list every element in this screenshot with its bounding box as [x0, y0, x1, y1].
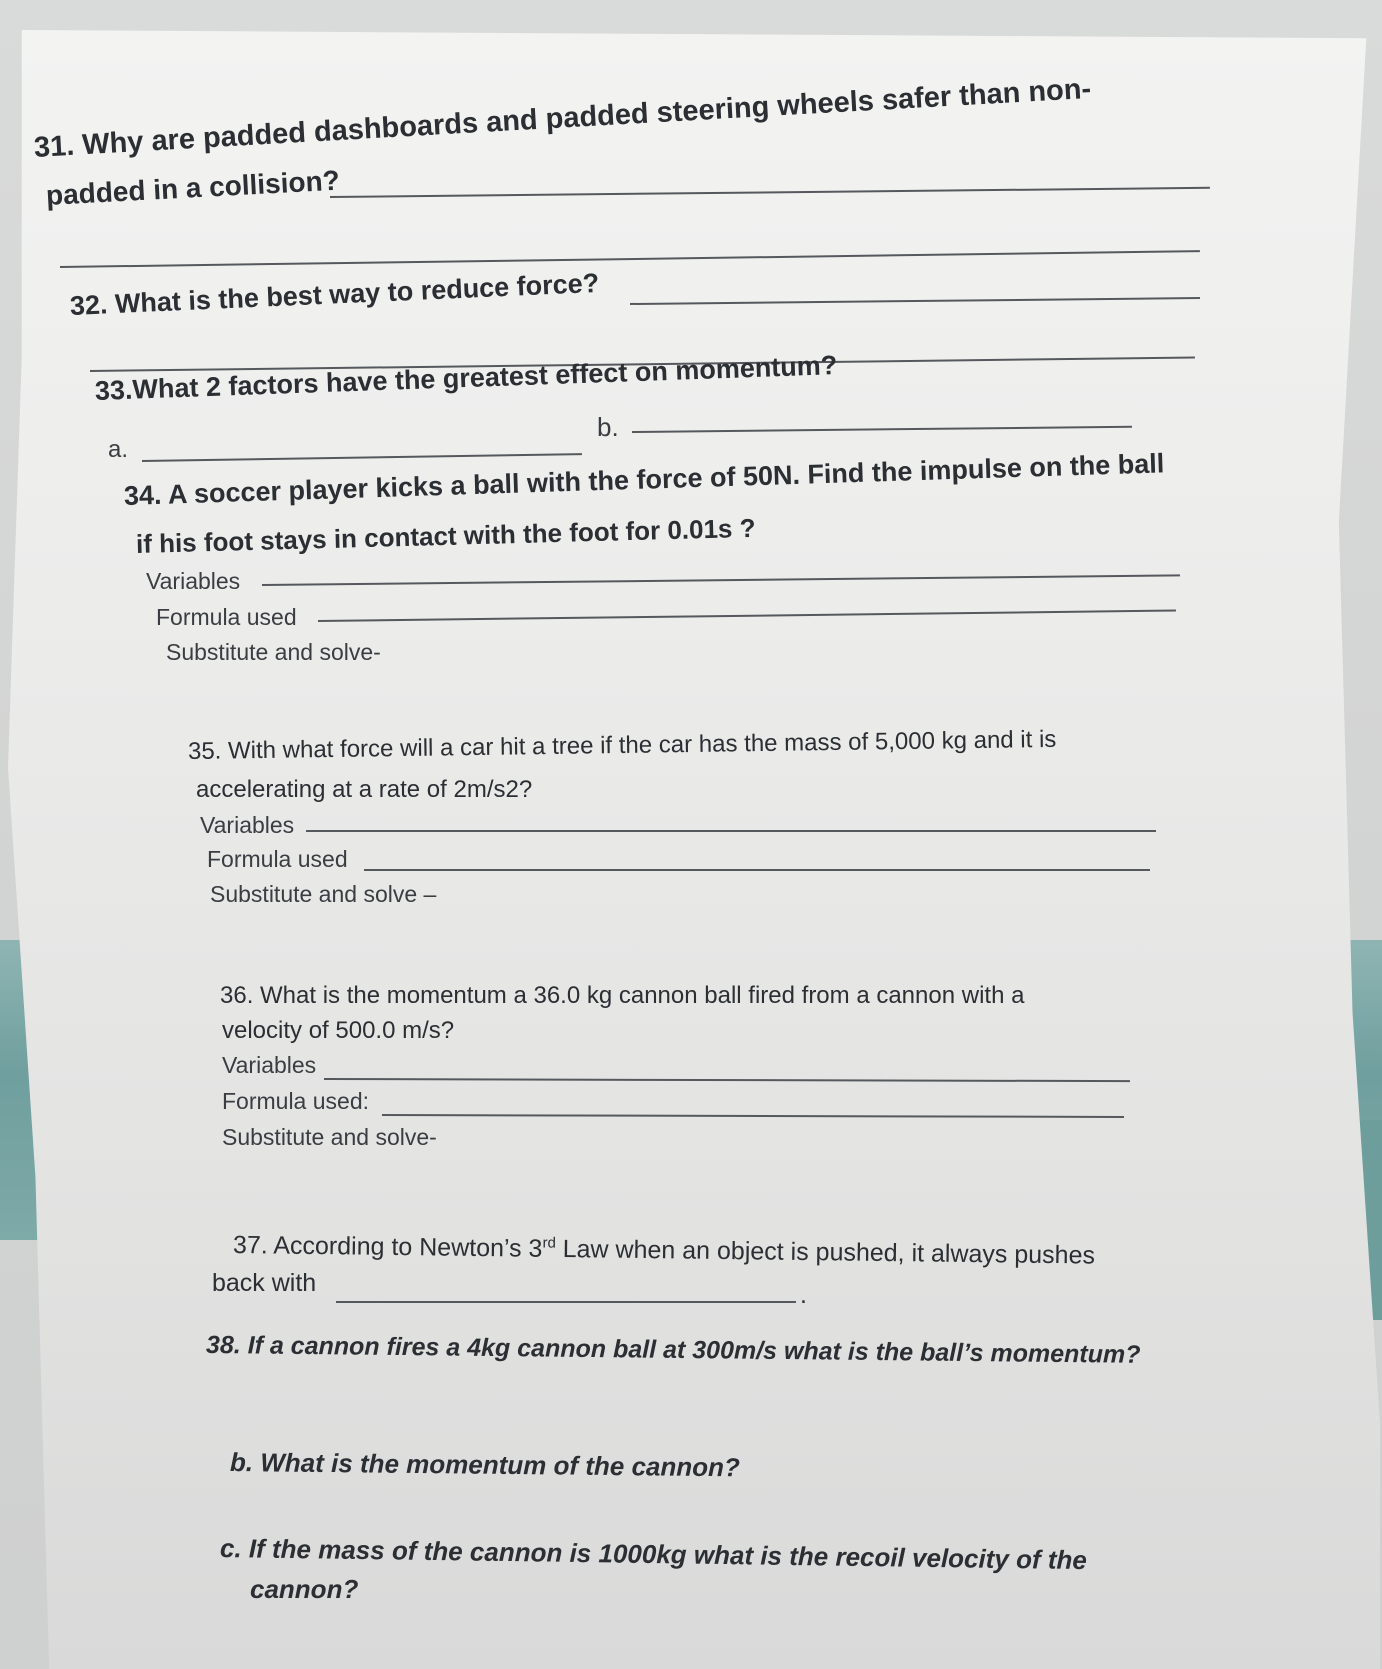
- q37-period: .: [800, 1281, 807, 1309]
- q36-text-line2: velocity of 500.0 m/s?: [222, 1017, 455, 1044]
- q35-text-line2: accelerating at a rate of 2m/s2?: [196, 776, 533, 803]
- q32-text: 32. What is the best way to reduce force?: [69, 267, 600, 321]
- q33-b-label: b.: [597, 412, 619, 442]
- q38-c-text-line1: c. If the mass of the cannon is 1000kg what is the recoil velocity of the: [219, 1533, 1088, 1576]
- q34-text-line2: if his foot stays in contact with the foot for 0.01s ?: [135, 512, 756, 559]
- q31-text-line2: padded in a collision?: [45, 164, 341, 211]
- q35-formula-label: Formula used: [207, 846, 348, 872]
- q37-answer-line[interactable]: [336, 1301, 796, 1303]
- q36-variables-label: Variables: [222, 1052, 317, 1078]
- q34-formula-label: Formula used: [156, 604, 297, 630]
- q35-text-line1: 35. With what force will a car hit a tree if the car has the mass of 5,000 kg and it is: [187, 725, 1057, 765]
- q38-b-text: b. What is the momentum of the cannon?: [229, 1447, 741, 1483]
- q37-text-line2: back with: [212, 1269, 317, 1297]
- q37-text-sup: rd: [542, 1234, 556, 1252]
- q38-text: 38. If a cannon fires a 4kg cannon ball at 300m/s what is the ball’s momentum?: [205, 1331, 1141, 1369]
- q35-solve-label: Substitute and solve –: [210, 881, 437, 907]
- q36-solve-label: Substitute and solve-: [222, 1124, 437, 1150]
- q35-variables-line[interactable]: [306, 830, 1156, 832]
- q33-a-label: a.: [108, 436, 129, 463]
- q35-formula-line[interactable]: [364, 869, 1150, 871]
- q36-text-line1: 36. What is the momentum a 36.0 kg cannon ball fired from a cannon with a: [220, 982, 1025, 1009]
- q34-solve-label: Substitute and solve-: [166, 639, 381, 665]
- q37-text-pre: 37. According to Newton’s 3: [232, 1231, 543, 1263]
- q34-text-line1: 34. A soccer player kicks a ball with the force of 50N. Find the impulse on the ball: [123, 448, 1165, 511]
- q36-formula-label: Formula used:: [222, 1088, 370, 1114]
- q33-text: 33.What 2 factors have the greatest effect on momentum?: [94, 350, 838, 406]
- q38-c-text-line2: cannon?: [250, 1574, 359, 1604]
- q31-text-line1: 31. Why are padded dashboards and padded steering wheels safer than non-: [33, 72, 1092, 164]
- q34-variables-label: Variables: [146, 568, 241, 594]
- q37-text-post: Law when an object is pushed, it always pushes: [555, 1234, 1096, 1270]
- q35-variables-label: Variables: [200, 812, 295, 838]
